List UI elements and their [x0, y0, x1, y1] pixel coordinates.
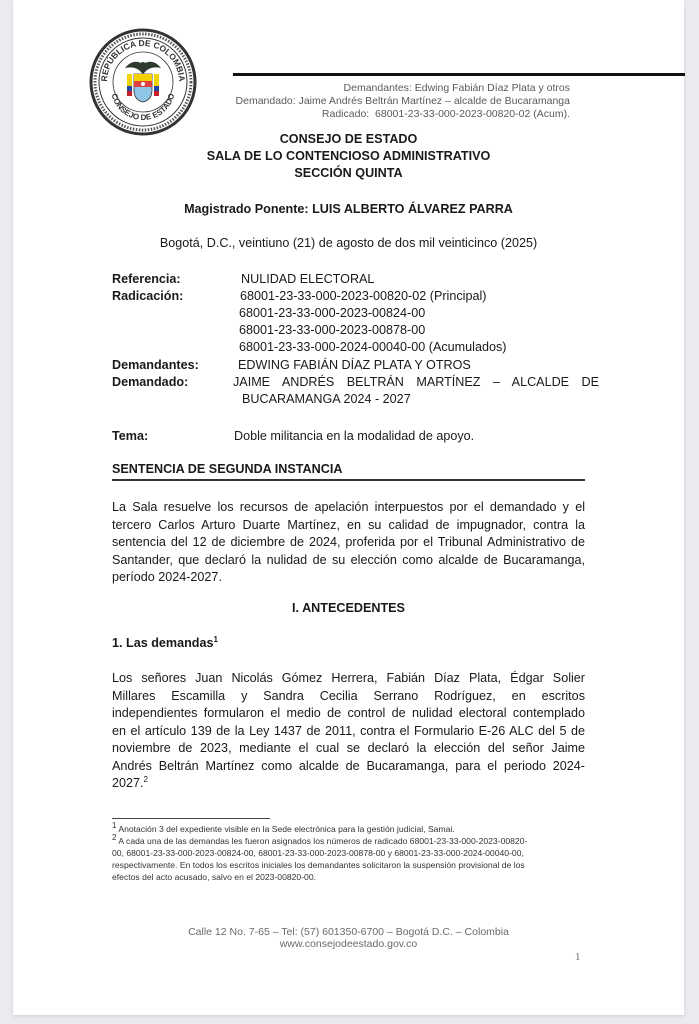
paragraph-line: Millares Escamilla y Sandra Cecilia Serrano Rodríguez, en escritos	[112, 688, 585, 703]
tema-label: Tema:	[112, 429, 149, 443]
court-title-line3: SECCIÓN QUINTA	[294, 166, 403, 180]
case-metadata	[112, 271, 599, 421]
running-header-radicado: Radicado: 68001-23-33-000-2023-00820-02 (Acum).	[321, 108, 570, 120]
footnote-number: 2	[112, 833, 117, 843]
paragraph-line: Andrés Beltrán Martínez como alcalde de Bucaramanga, para el periodo 2024-	[112, 758, 585, 773]
paragraph-line	[112, 775, 585, 793]
footnote-ref-1[interactable]: 1	[213, 634, 218, 644]
radicacion-value-principal: 68001-23-33-000-2023-00820-02 (Principal)	[240, 289, 487, 303]
footnote-text: respectivamente. En todos los escritos iniciales los demandantes solicitaron la suspensión provisional de los	[112, 860, 525, 870]
header-rule	[233, 73, 685, 76]
footnote-ref-2[interactable]: 2	[143, 774, 148, 784]
footer-website[interactable]: www.consejodeestado.gov.co	[279, 938, 418, 950]
footer-address: Calle 12 No. 7-65 – Tel: (57) 601350-6700 – Bogotá D.C. – Colombia	[188, 926, 509, 938]
paragraph-line: La Sala resuelve los recursos de apelación interpuestos por el demandado y el	[112, 500, 585, 514]
page-number: 1	[575, 951, 581, 963]
paragraph-line: Santander, que declaró la nulidad de su elección como alcalde de Bucaramanga,	[112, 552, 585, 567]
court-title-line1: CONSEJO DE ESTADO	[279, 132, 418, 146]
radicacion-label: Radicación:	[112, 289, 184, 303]
footnote-separator	[112, 818, 270, 819]
paragraph-line: Los señores Juan Nicolás Gómez Herrera, Fabián Díaz Plata, Édgar Solier	[112, 671, 585, 685]
demandas-paragraph	[112, 670, 585, 793]
document-page	[13, 0, 684, 1015]
footnote-2	[112, 835, 588, 847]
running-header-demandantes: Demandantes: Edwing Fabián Díaz Plata y otros	[343, 82, 570, 94]
footnote-text: A cada una de las demandas les fueron asignados los números de radicado 68001-23-33-000-2023-00820-	[118, 836, 528, 846]
demandado-label: Demandado:	[112, 375, 189, 389]
footnote-text: Anotación 3 del expediente visible en la Sede electrónica para la gestión judicial, Samai.	[118, 824, 455, 834]
paragraph-line-text: 2027.	[112, 776, 144, 790]
paragraph-line: sentencia del 12 de diciembre de 2024, proferida por el Tribunal Administrativo de	[112, 535, 585, 549]
running-header-demandado: Demandado: Jaime Andrés Beltrán Martínez – alcalde de Bucaramanga	[235, 95, 570, 107]
paragraph-line: en el artículo 139 de la Ley 1437 de 2011, contra el Formulario E-26 ALC del 5 de	[112, 723, 585, 738]
paragraph-line: período 2024-2027.	[112, 570, 222, 584]
court-title	[13, 131, 684, 182]
running-header	[236, 82, 570, 121]
sentencia-heading: SENTENCIA DE SEGUNDA INSTANCIA	[112, 462, 585, 481]
document-date: Bogotá, D.C., veintiuno (21) de agosto de dos mil veinticinco (2025)	[159, 236, 538, 250]
referencia-label: Referencia:	[112, 272, 181, 286]
intro-paragraph	[112, 499, 585, 587]
demandado-value-line2: BUCARAMANGA 2024 - 2027	[242, 392, 411, 406]
court-title-line2: SALA DE LO CONTENCIOSO ADMINISTRATIVO	[206, 149, 491, 163]
paragraph-line: independientes formularon el medio de control de nulidad electoral contemplado	[112, 706, 585, 720]
radicacion-value-acumulados: 68001-23-33-000-2024-00040-00 (Acumulados)	[239, 340, 507, 354]
footnotes	[112, 823, 588, 883]
footnote-text: efectos del acto acusado, salvo en el 2023-00820-00.	[112, 872, 317, 882]
svg-text:REPÚBLICA DE COLOMBIA: REPÚBLICA DE COLOMBIA	[98, 37, 188, 82]
las-demandas-subheading	[112, 636, 218, 650]
svg-text:CONSEJO DE ESTADO: CONSEJO DE ESTADO	[109, 92, 177, 123]
footnote-text: 00, 68001-23-33-000-2023-00824-00, 68001-23-33-000-2023-00878-00 y 68001-23-33-000-2024-00040-00,	[112, 848, 524, 858]
radicacion-value: 68001-23-33-000-2023-00824-00	[239, 306, 426, 320]
footnote-1	[112, 823, 588, 835]
tema-value: Doble militancia en la modalidad de apoyo.	[234, 429, 475, 443]
paragraph-line: noviembre de 2023, mediante el cual se declaró la elección del señor Jaime	[112, 741, 585, 755]
radicacion-value: 68001-23-33-000-2023-00878-00	[239, 323, 426, 337]
tema-row	[112, 428, 592, 446]
consejo-de-estado-seal-icon	[89, 28, 197, 136]
page-footer	[13, 926, 684, 950]
subheading-text: 1. Las demandas	[112, 636, 214, 650]
paragraph-line: tercero Carlos Arturo Duarte Martínez, en su calidad de impugnador, contra la	[112, 517, 585, 532]
demandantes-label: Demandantes:	[112, 358, 199, 372]
magistrado-ponente: Magistrado Ponente: LUIS ALBERTO ÁLVAREZ PARRA	[184, 202, 513, 216]
antecedentes-heading: I. ANTECEDENTES	[292, 601, 405, 615]
demandantes-value: EDWING FABIÁN DÍAZ PLATA Y OTROS	[238, 358, 471, 372]
referencia-value: NULIDAD ELECTORAL	[241, 272, 375, 286]
demandado-value-line1: JAIME ANDRÉS BELTRÁN MARTÍNEZ – ALCALDE DE	[233, 375, 599, 389]
footnote-number: 1	[112, 821, 117, 831]
